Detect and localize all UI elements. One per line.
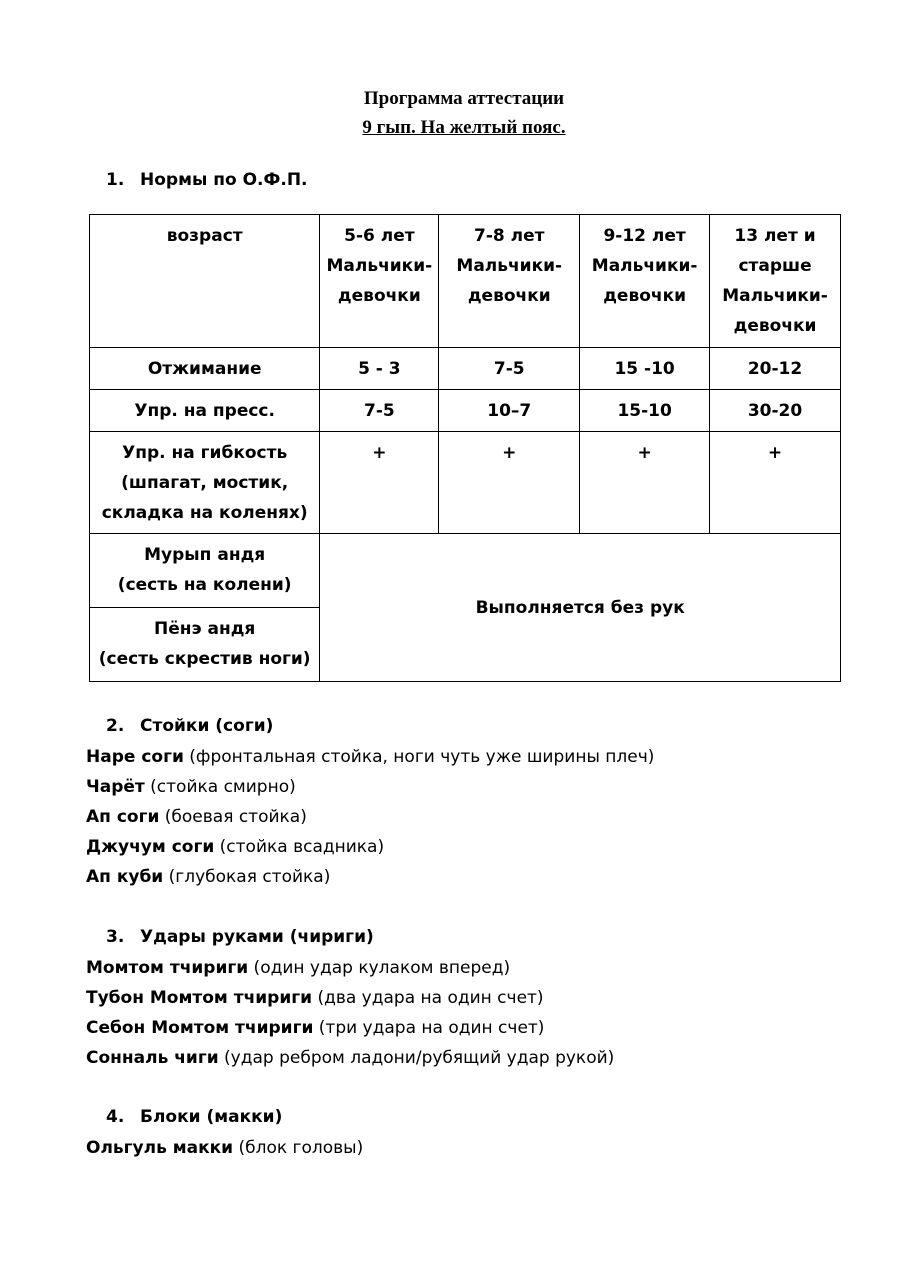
list-item: Момтом тчириги (один удар кулаком вперед) <box>86 958 511 978</box>
row-value: 7-5 <box>320 390 439 432</box>
hand-strikes-list <box>86 953 614 1073</box>
norms-header-row <box>90 215 841 348</box>
table-row <box>90 432 841 534</box>
section-4-title: Блоки (макки) <box>140 1107 283 1127</box>
document-subtitle: 9 гып. На желтый пояс. <box>362 117 566 138</box>
row-label: Упр. на пресс. <box>90 390 320 432</box>
row-label: Упр. на гибкость (шпагат, мостик, складка на коленях) <box>90 432 320 534</box>
row-value: 10–7 <box>439 390 580 432</box>
document-title: Программа аттестации <box>363 88 565 109</box>
row-label: Пёнэ андя (сесть скрестив ноги) <box>90 608 320 682</box>
stances-list <box>86 742 654 892</box>
header-cell-age: возраст <box>90 215 320 348</box>
merged-value-cell: Выполняется без рук <box>320 534 841 682</box>
section-2-title: Стойки (соги) <box>140 716 274 736</box>
row-label: Мурып андя (сесть на колени) <box>90 534 320 608</box>
section-1-heading <box>106 170 308 190</box>
list-item: Ольгуль макки (блок головы) <box>86 1138 364 1158</box>
section-2-heading <box>106 716 273 736</box>
table-row <box>90 390 841 432</box>
header-cell-9-12: 9-12 лет Мальчики- девочки <box>580 215 710 348</box>
blocks-list <box>86 1133 363 1163</box>
section-1-title: Нормы по О.Ф.П. <box>140 170 308 190</box>
list-item: Сонналь чиги (удар ребром ладони/рубящий удар рукой) <box>86 1048 615 1068</box>
header-cell-5-6: 5-6 лет Мальчики- девочки <box>320 215 439 348</box>
list-item: Наре соги (фронтальная стойка, ноги чуть уже ширины плеч) <box>86 747 655 767</box>
section-3-number: 3. <box>106 927 125 947</box>
table-row <box>90 348 841 390</box>
list-item: Джучум соги (стойка всадника) <box>86 837 385 857</box>
row-value: 5 - 3 <box>320 348 439 390</box>
row-value: 15 -10 <box>580 348 710 390</box>
section-4-heading <box>106 1107 282 1127</box>
list-item: Ап соги (боевая стойка) <box>86 807 307 827</box>
row-value: 30-20 <box>710 390 841 432</box>
list-item: Тубон Момтом тчириги (два удара на один счет) <box>86 988 544 1008</box>
norms-table <box>89 214 841 682</box>
section-3-title: Удары руками (чириги) <box>140 927 374 947</box>
row-value: 7-5 <box>439 348 580 390</box>
row-value: + <box>320 432 439 534</box>
list-item: Ап куби (глубокая стойка) <box>86 867 331 887</box>
header-cell-7-8: 7-8 лет Мальчики- девочки <box>439 215 580 348</box>
row-label: Отжимание <box>90 348 320 390</box>
row-value: + <box>710 432 841 534</box>
list-item: Чарёт (стойка смирно) <box>86 777 296 797</box>
header-cell-13-plus: 13 лет и старше Мальчики- девочки <box>710 215 841 348</box>
row-value: + <box>580 432 710 534</box>
section-3-heading <box>106 927 374 947</box>
row-value: 15-10 <box>580 390 710 432</box>
section-4-number: 4. <box>106 1107 125 1127</box>
row-value: + <box>439 432 580 534</box>
section-1-number: 1. <box>106 170 125 190</box>
list-item: Себон Момтом тчириги (три удара на один счет) <box>86 1018 545 1038</box>
row-value: 20-12 <box>710 348 841 390</box>
table-row <box>90 534 841 608</box>
section-2-number: 2. <box>106 716 125 736</box>
